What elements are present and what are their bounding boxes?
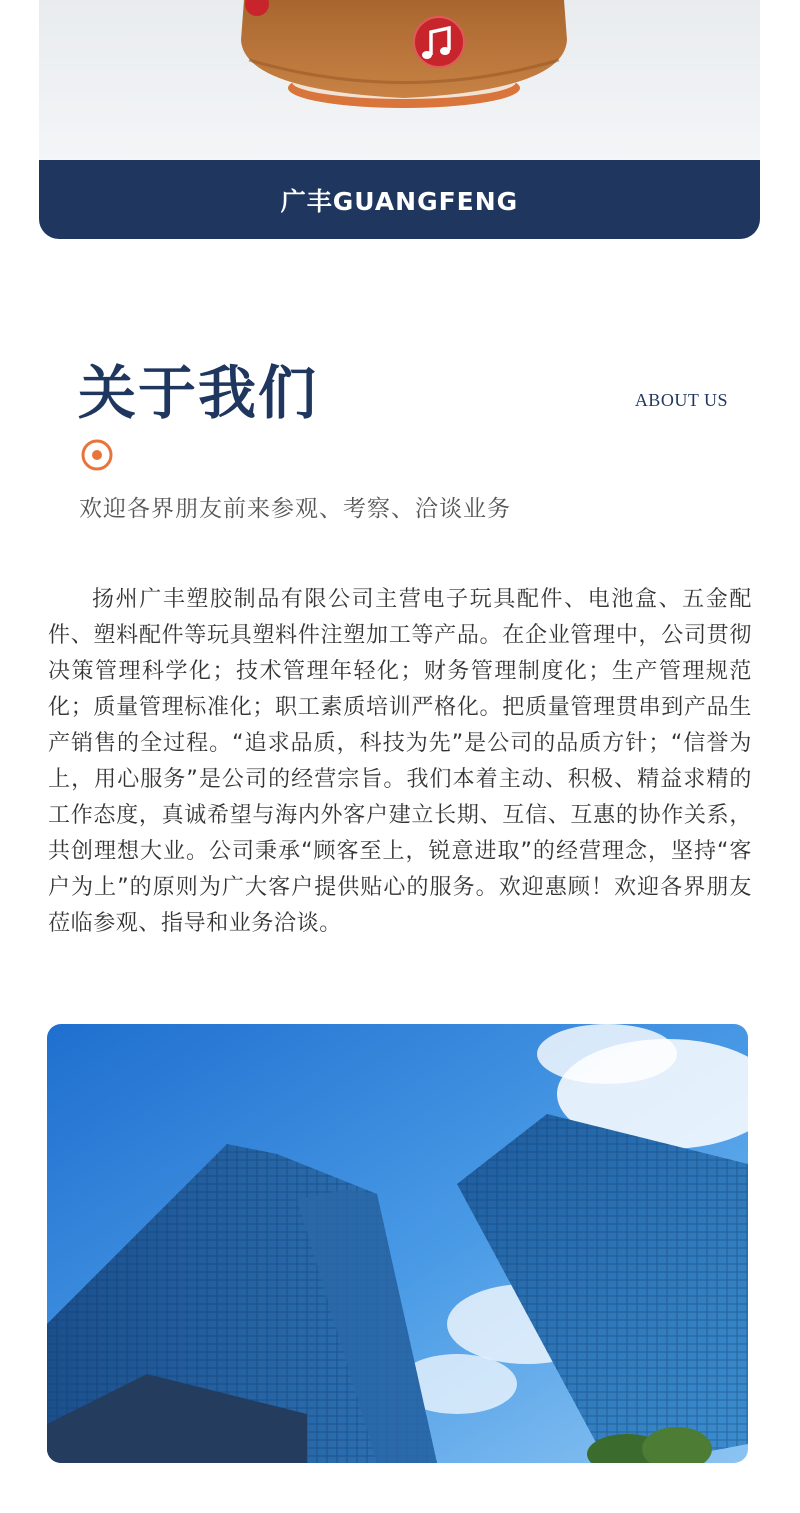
product-photo — [39, 0, 760, 160]
product-card — [39, 0, 760, 239]
section-title-english: ABOUT US — [634, 390, 728, 410]
section-subtitle: 欢迎各界朋友前来参观、考察、洽谈业务 — [79, 496, 511, 522]
company-description: 扬州广丰塑胶制品有限公司主营电子玩具配件、电池盒、五金配件、塑料配件等玩具塑料件注塑加工等产品。在企业管理中，公司贯彻决策管理科学化；技术管理年轻化；财务管理制度化；生产管理规范化；质量管理标准化；职工素质培训严格化。把质量管理贯串到产品生产销售的全过程。“追求品质，科技为先”是公司的品质方针；“信誉为上，用心服务”是公司的经营宗旨。我们本着主动、积极、精益求精的工作态度，真诚希望与海内外客户建立长期、互信、互惠的协作关系，共创理想大业。公司秉承“顾客至上，锐意进取”的经营理念，坚持“客户为上”的原则为广大客户提供贴心的服务。欢迎惠顾！欢迎各界朋友莅临参观、指导和业务洽谈。 — [48, 587, 752, 936]
brand-banner — [39, 160, 760, 239]
music-note-icon — [414, 17, 464, 67]
plush-toy-illustration — [39, 0, 760, 160]
target-icon — [80, 438, 114, 472]
building-photo — [47, 1024, 748, 1463]
brand-name: 广丰GUANGFENG — [280, 186, 519, 216]
section-title: 关于我们 — [78, 359, 319, 427]
skyscraper-illustration — [47, 1024, 748, 1463]
